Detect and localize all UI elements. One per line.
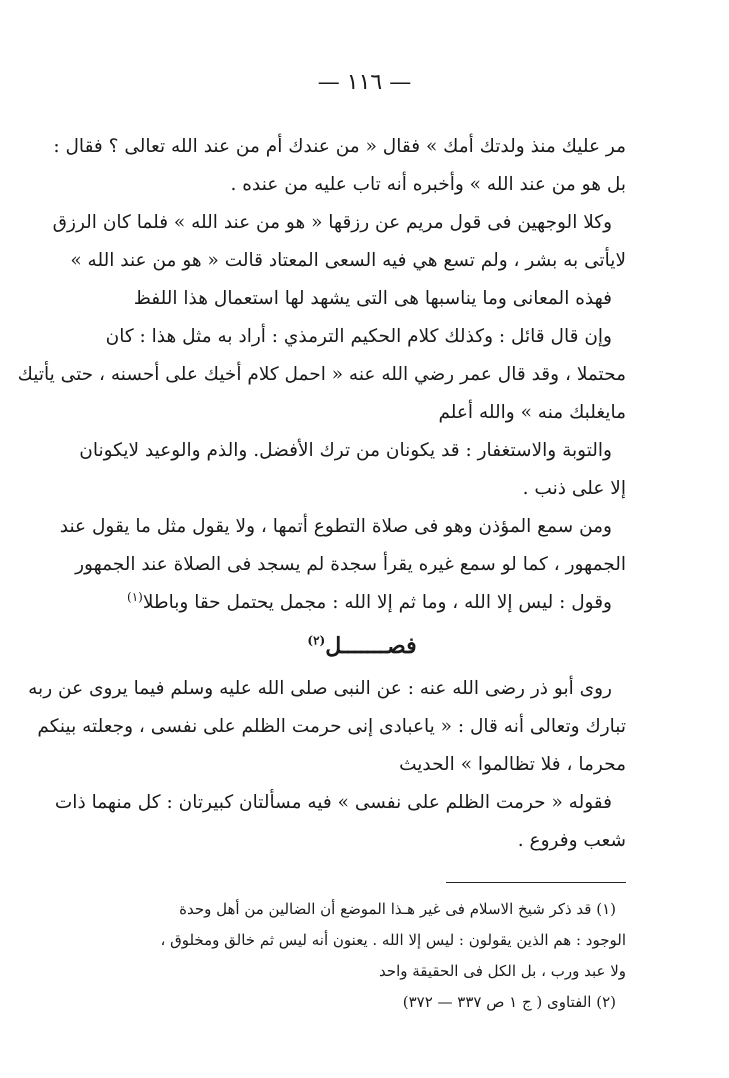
footnote-mark-1: (١) <box>127 589 143 604</box>
text-line: تبارك وتعالى أنه قال : « ياعبادى إنى حرمت الظلم على نفسى ، وجعلته بينكم <box>37 716 626 737</box>
footnote-mark-2: (٢) <box>307 633 326 648</box>
text-line: مايغلبك منه » والله أعلم <box>438 402 626 423</box>
text-line: ومن سمع المؤذن وهو فى صلاة التطوع أتمها ، ولا يقول مثل ما يقول عند <box>59 516 612 537</box>
text-line: مر عليك منذ ولدتك أمك » فقال « من عندك أم من عند الله تعالى ؟ فقال : <box>53 136 626 157</box>
text-line: فهذه المعانى وما يناسبها هى التى يشهد لها استعمال هذا اللفظ <box>133 288 612 309</box>
text-line: محتملا ، وقد قال عمر رضي الله عنه « احمل كلام أخيك على أحسنه ، حتى يأتيك <box>17 364 626 385</box>
section-heading <box>98 622 626 670</box>
text-line: إلا على ذنب . <box>522 478 626 499</box>
text-line: محرما ، فلا تظالموا » الحديث <box>399 754 626 775</box>
text-line: وقول : ليس إلا الله ، وما ثم إلا الله : مجمل يحتمل حقا وباطلا <box>142 592 612 613</box>
footnote-line: (٢) الفتاوى ( ج ١ ص ٣٣٧ — ٣٧٢) <box>402 993 616 1011</box>
main-text <box>17 128 626 860</box>
footnote-divider <box>446 882 626 883</box>
text-line: روى أبو ذر رضى الله عنه : عن النبى صلى الله عليه وسلم فيما يروى عن ربه <box>28 678 612 699</box>
footnote-line: ولا عبد ورب ، بل الكل فى الحقيقة واحد <box>378 962 626 980</box>
text-line: الجمهور ، كما لو سمع غيره يقرأ سجدة لم يسجد فى الصلاة عند الجمهور <box>75 554 626 575</box>
footnote-line: الوجود : هم الذين يقولون : ليس إلا الله . يعنون أنه ليس ثم خالق ومخلوق ، <box>160 931 626 949</box>
text-line: فقوله « حرمت الظلم على نفسى » فيه مسألتان كبيرتان : كل منهما ذات <box>54 792 612 813</box>
text-line-with-note <box>98 584 626 622</box>
text-line: وإن قال قائل : وكذلك كلام الحكيم الترمذي : أراد به مثل هذا : كان <box>105 326 612 347</box>
text-line: والتوبة والاستغفار : قد يكونان من ترك الأفضل. والذم والوعيد لايكونان <box>79 440 612 461</box>
heading-text: فصـــــــل <box>325 633 417 659</box>
footnote-line: (١) قد ذكر شيخ الاسلام فى غير هـذا الموضع أن الضالين من أهل وحدة <box>179 900 616 918</box>
footnotes <box>98 894 626 1018</box>
text-line: لايأتى به بشر ، ولم تسع هي فيه السعى المعتاد قالت « هو من عند الله » <box>70 250 626 271</box>
text-line: شعب وفروع . <box>517 830 626 851</box>
text-line: وكلا الوجهين فى قول مريم عن رزقها « هو من عند الله » فلما كان الرزق <box>52 212 612 233</box>
text-line: بل هو من عند الله » وأخبره أنه تاب عليه من عنده . <box>230 174 626 195</box>
page-number: — ١١٦ — <box>317 70 412 95</box>
